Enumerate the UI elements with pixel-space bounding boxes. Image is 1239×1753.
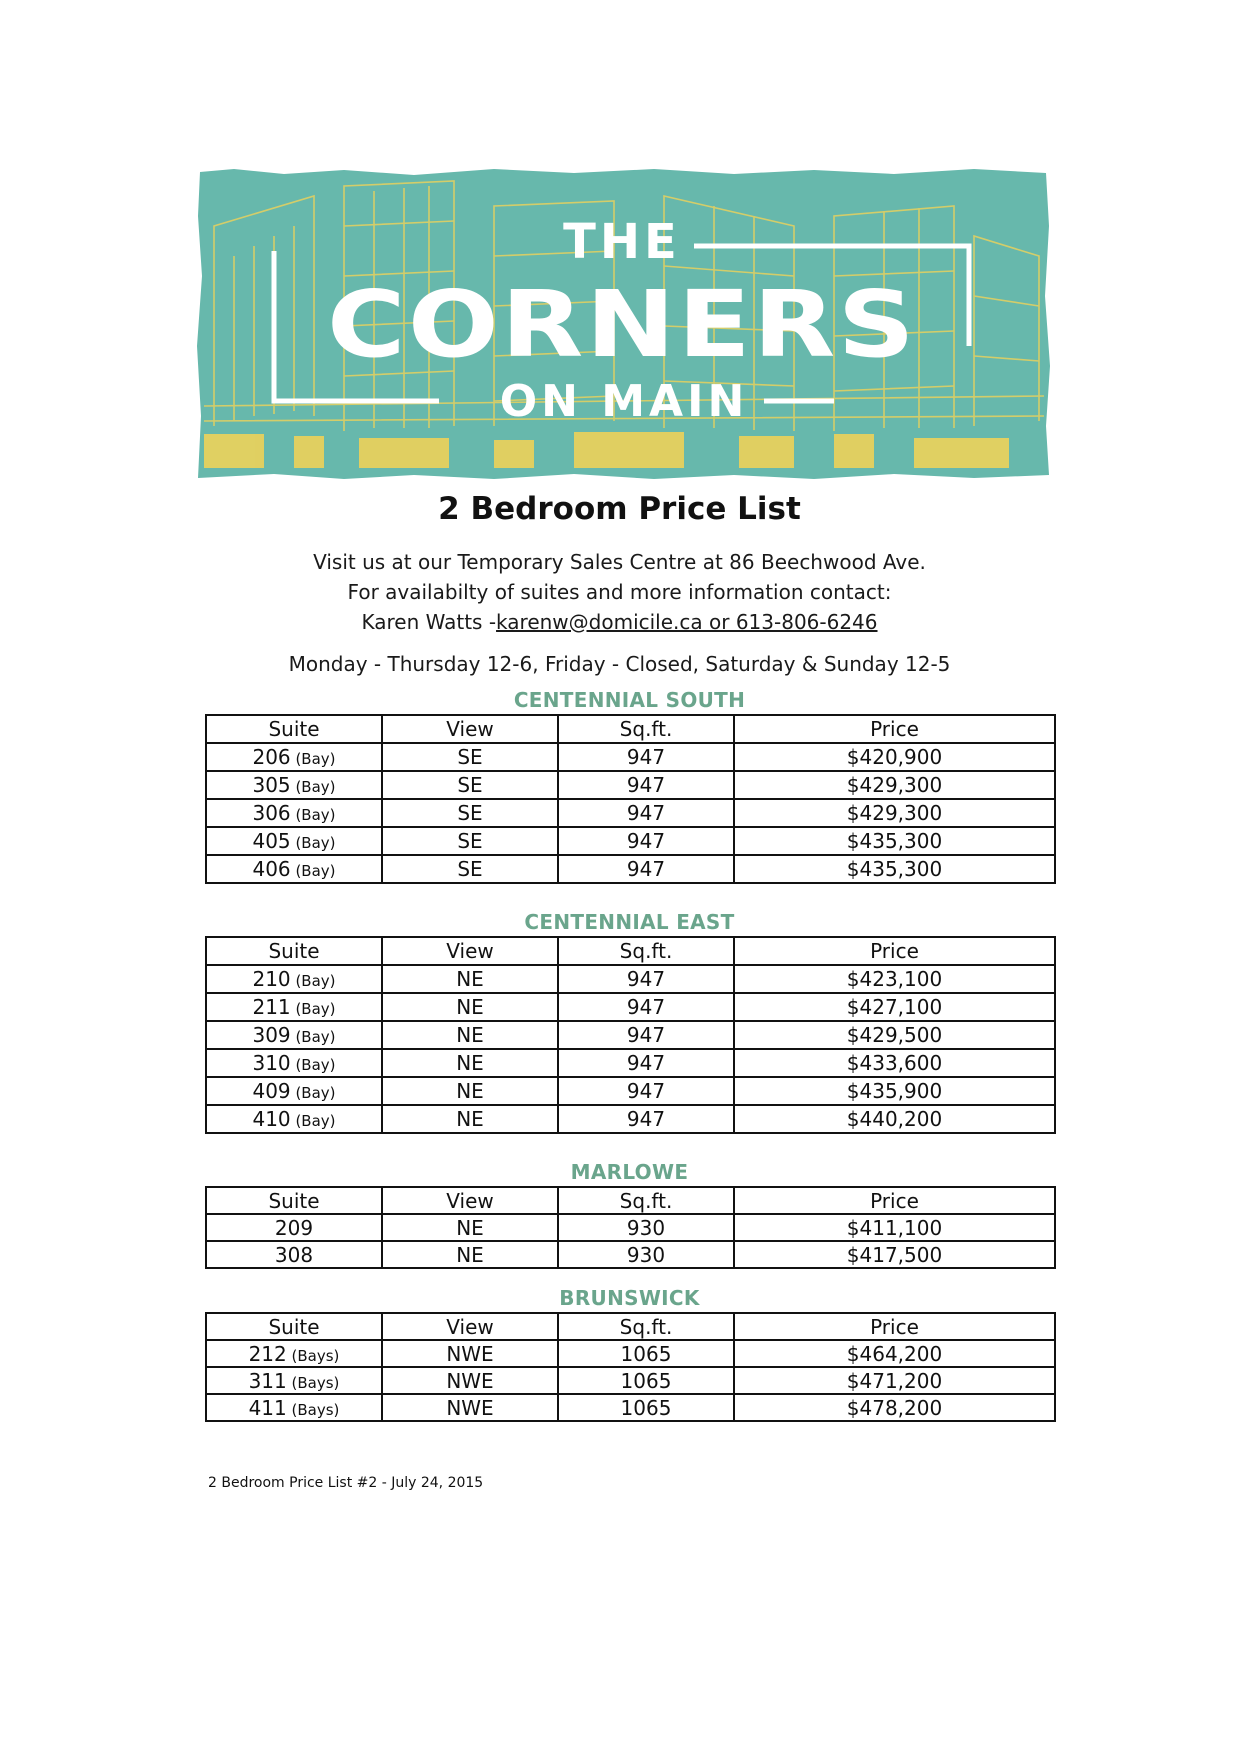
view-cell: NWE xyxy=(382,1394,558,1421)
contact-link[interactable]: karenw@domicile.ca or 613-806-6246 xyxy=(496,610,878,634)
sqft-cell: 947 xyxy=(558,743,734,771)
column-header: Price xyxy=(734,1187,1055,1214)
suite-number: 206 xyxy=(252,745,291,769)
suite-number: 410 xyxy=(252,1107,291,1131)
sqft-cell: 947 xyxy=(558,855,734,883)
price-cell: $427,100 xyxy=(734,993,1055,1021)
banner-line3: ON MAIN xyxy=(499,376,749,427)
table-row xyxy=(206,743,1055,771)
view-cell: NE xyxy=(382,993,558,1021)
price-cell: $420,900 xyxy=(734,743,1055,771)
table-row xyxy=(206,1021,1055,1049)
column-header: View xyxy=(382,715,558,743)
sqft-cell: 1065 xyxy=(558,1394,734,1421)
info-line-1: Visit us at our Temporary Sales Centre at 86 Beechwood Ave. xyxy=(313,550,926,574)
suite-cell xyxy=(206,1049,382,1077)
price-table xyxy=(205,936,1056,1134)
suite-note: (Bay) xyxy=(290,1112,336,1130)
section-title: CENTENNIAL SOUTH xyxy=(513,688,746,712)
price-cell: $429,300 xyxy=(734,799,1055,827)
view-cell: NE xyxy=(382,1077,558,1105)
price-section xyxy=(205,1284,1054,1422)
suite-cell xyxy=(206,799,382,827)
column-header: Suite xyxy=(206,1187,382,1214)
table-row xyxy=(206,1340,1055,1367)
suite-number: 308 xyxy=(274,1242,314,1267)
column-header: Sq.ft. xyxy=(558,1187,734,1214)
suite-note: (Bay) xyxy=(290,1028,336,1046)
sqft-cell: 930 xyxy=(558,1214,734,1241)
suite-note: (Bay) xyxy=(290,806,336,824)
price-table xyxy=(205,714,1056,884)
view-cell: NE xyxy=(382,1214,558,1241)
table-row xyxy=(206,1367,1055,1394)
suite-note: (Bay) xyxy=(290,1000,336,1018)
view-cell: NE xyxy=(382,1241,558,1268)
suite-number: 311 xyxy=(248,1368,287,1393)
column-header: Suite xyxy=(206,715,382,743)
suite-cell xyxy=(206,965,382,993)
suite-cell xyxy=(206,1367,382,1394)
view-cell: NWE xyxy=(382,1367,558,1394)
suite-number: 409 xyxy=(252,1079,291,1103)
suite-cell xyxy=(206,771,382,799)
table-row xyxy=(206,1105,1055,1133)
price-section xyxy=(205,686,1054,884)
table-row xyxy=(206,1049,1055,1077)
info-line-3 xyxy=(0,610,1239,634)
price-cell: $429,300 xyxy=(734,771,1055,799)
suite-note: (Bay) xyxy=(290,972,336,990)
price-cell: $440,200 xyxy=(734,1105,1055,1133)
page-title: 2 Bedroom Price List xyxy=(438,491,801,527)
sqft-cell: 947 xyxy=(558,1077,734,1105)
suite-cell xyxy=(206,1021,382,1049)
column-header: Sq.ft. xyxy=(558,715,734,743)
suite-note: (Bay) xyxy=(290,1056,336,1074)
suite-number: 210 xyxy=(252,967,291,991)
suite-number: 211 xyxy=(252,995,291,1019)
suite-cell xyxy=(206,1105,382,1133)
price-cell: $471,200 xyxy=(734,1367,1055,1394)
suite-cell xyxy=(206,855,382,883)
table-row xyxy=(206,1241,1055,1268)
price-section xyxy=(205,908,1054,1134)
sqft-cell: 1065 xyxy=(558,1367,734,1394)
suite-cell xyxy=(206,827,382,855)
table-header-row xyxy=(206,937,1055,965)
price-cell: $433,600 xyxy=(734,1049,1055,1077)
suite-note: (Bay) xyxy=(290,1084,336,1102)
suite-number: 212 xyxy=(248,1341,287,1366)
sqft-cell: 947 xyxy=(558,1105,734,1133)
footer-note: 2 Bedroom Price List #2 - July 24, 2015 xyxy=(208,1475,484,1491)
suite-note: (Bay) xyxy=(290,834,336,852)
price-cell: $411,100 xyxy=(734,1214,1055,1241)
column-header: Sq.ft. xyxy=(558,937,734,965)
price-section xyxy=(205,1158,1054,1269)
price-cell: $435,300 xyxy=(734,855,1055,883)
price-cell: $435,300 xyxy=(734,827,1055,855)
suite-cell xyxy=(206,1077,382,1105)
sqft-cell: 947 xyxy=(558,799,734,827)
view-cell: SE xyxy=(382,827,558,855)
price-table xyxy=(205,1186,1056,1269)
section-title: CENTENNIAL EAST xyxy=(524,910,735,934)
suite-note: (Bays) xyxy=(286,1346,340,1365)
column-header: View xyxy=(382,1313,558,1340)
price-cell: $417,500 xyxy=(734,1241,1055,1268)
sqft-cell: 947 xyxy=(558,827,734,855)
table-row xyxy=(206,965,1055,993)
column-header: View xyxy=(382,937,558,965)
table-header-row xyxy=(206,1187,1055,1214)
suite-number: 306 xyxy=(252,801,291,825)
suite-number: 405 xyxy=(252,829,291,853)
column-header: Suite xyxy=(206,937,382,965)
suite-note: (Bay) xyxy=(290,862,336,880)
suite-note: (Bay) xyxy=(290,750,336,768)
table-row xyxy=(206,799,1055,827)
banner-line1: THE xyxy=(563,214,681,270)
table-row xyxy=(206,1077,1055,1105)
sqft-cell: 947 xyxy=(558,965,734,993)
table-row xyxy=(206,1394,1055,1421)
table-row xyxy=(206,993,1055,1021)
banner-line2: CORNERS xyxy=(327,271,917,378)
sqft-cell: 947 xyxy=(558,1021,734,1049)
view-cell: NWE xyxy=(382,1340,558,1367)
suite-cell xyxy=(206,1241,382,1268)
suite-cell xyxy=(206,743,382,771)
view-cell: SE xyxy=(382,771,558,799)
contact-name: Karen Watts - xyxy=(361,610,497,634)
column-header: Price xyxy=(734,937,1055,965)
table-header-row xyxy=(206,1313,1055,1340)
suite-cell xyxy=(206,1394,382,1421)
price-cell: $464,200 xyxy=(734,1340,1055,1367)
suite-note: (Bays) xyxy=(286,1373,340,1392)
sqft-cell: 947 xyxy=(558,993,734,1021)
banner-logo xyxy=(194,166,1052,481)
suite-note: (Bays) xyxy=(286,1400,340,1419)
section-title: BRUNSWICK xyxy=(559,1286,700,1310)
suite-number: 309 xyxy=(252,1023,291,1047)
price-cell: $478,200 xyxy=(734,1394,1055,1421)
sqft-cell: 947 xyxy=(558,1049,734,1077)
sqft-cell: 947 xyxy=(558,771,734,799)
suite-note: (Bay) xyxy=(290,778,336,796)
column-header: Suite xyxy=(206,1313,382,1340)
suite-number: 411 xyxy=(248,1395,287,1420)
price-cell: $435,900 xyxy=(734,1077,1055,1105)
suite-cell xyxy=(206,1340,382,1367)
suite-number: 305 xyxy=(252,773,291,797)
view-cell: SE xyxy=(382,799,558,827)
sqft-cell: 1065 xyxy=(558,1340,734,1367)
price-table xyxy=(205,1312,1056,1422)
section-title: MARLOWE xyxy=(570,1160,689,1184)
suite-cell xyxy=(206,1214,382,1241)
view-cell: SE xyxy=(382,743,558,771)
suite-number: 209 xyxy=(274,1215,314,1240)
info-line-2: For availabilty of suites and more information contact: xyxy=(347,580,892,604)
price-cell: $423,100 xyxy=(734,965,1055,993)
table-row xyxy=(206,827,1055,855)
suite-number: 310 xyxy=(252,1051,291,1075)
suite-number: 406 xyxy=(252,857,291,881)
sqft-cell: 930 xyxy=(558,1241,734,1268)
table-row xyxy=(206,771,1055,799)
table-header-row xyxy=(206,715,1055,743)
view-cell: NE xyxy=(382,965,558,993)
table-row xyxy=(206,855,1055,883)
price-cell: $429,500 xyxy=(734,1021,1055,1049)
column-header: Price xyxy=(734,1313,1055,1340)
hours-line: Monday - Thursday 12-6, Friday - Closed, Saturday & Sunday 12-5 xyxy=(288,652,951,676)
view-cell: NE xyxy=(382,1105,558,1133)
suite-cell xyxy=(206,993,382,1021)
view-cell: NE xyxy=(382,1049,558,1077)
view-cell: NE xyxy=(382,1021,558,1049)
view-cell: SE xyxy=(382,855,558,883)
column-header: Sq.ft. xyxy=(558,1313,734,1340)
column-header: View xyxy=(382,1187,558,1214)
column-header: Price xyxy=(734,715,1055,743)
table-row xyxy=(206,1214,1055,1241)
